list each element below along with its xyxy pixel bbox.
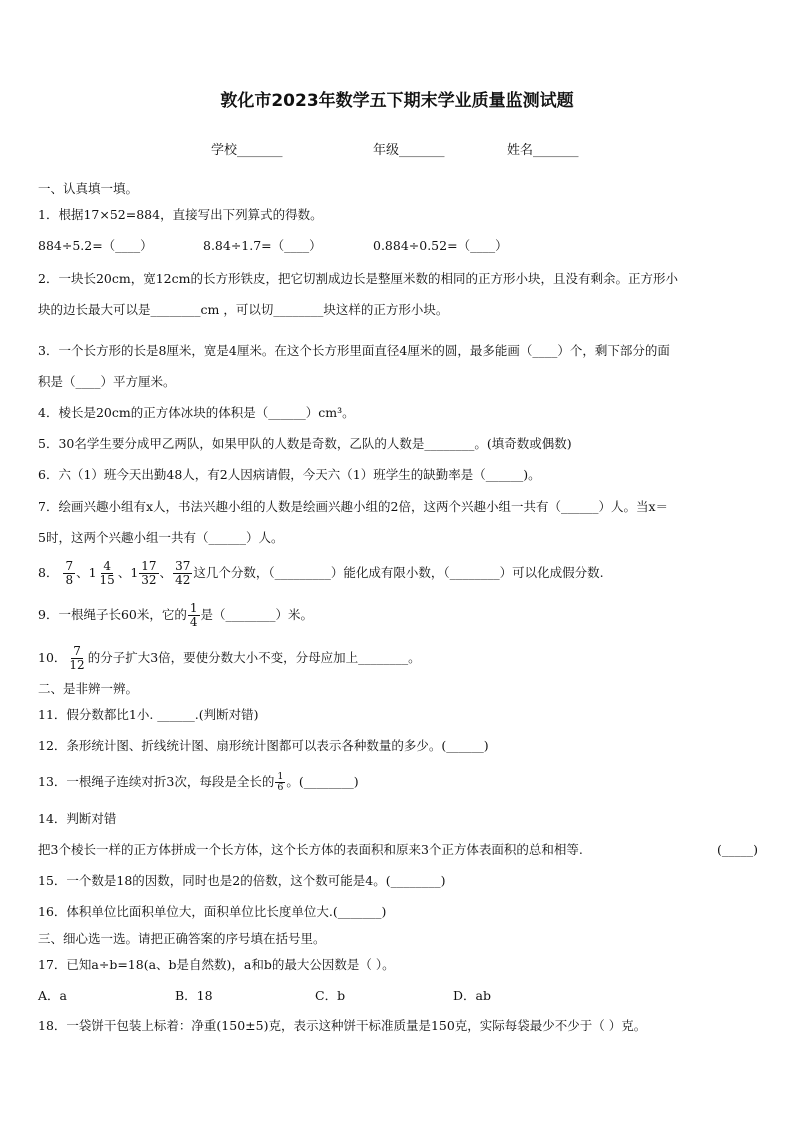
name-field: 姓名_______: [507, 143, 579, 158]
q8-fraction-4: [173, 560, 192, 587]
question-7-line-2: 5时，这两个兴趣小组一共有（______）人。: [38, 530, 284, 545]
question-14-line-1: 14．判断对错: [38, 811, 117, 826]
q8-number: 8．: [38, 565, 59, 580]
question-6: 6．六（1）班今天出勤48人，有2人因病请假，今天六（1）班学生的缺勤率是（______)。: [38, 467, 541, 482]
fraction-numerator: 37: [175, 559, 191, 573]
section-heading-2: 二、是非辨一辨。: [38, 681, 139, 696]
page-title: 敦化市2023年数学五下期末学业质量监测试题: [220, 91, 574, 111]
fraction-denominator: 15: [99, 573, 115, 587]
fraction-denominator: 8: [65, 573, 74, 587]
q10-fraction: [67, 645, 86, 672]
question-8: [38, 556, 758, 590]
q1-item-b: 8.84÷1.7=（____）: [203, 238, 322, 253]
q13-post: 。(________): [286, 774, 359, 789]
question-1: 1．根据17×52=884，直接写出下列算式的得数。: [38, 207, 323, 222]
school-field: 学校_______: [211, 143, 283, 158]
q17-option-a: A．a: [38, 988, 67, 1003]
q9-post: 是（________）米。: [200, 607, 314, 622]
question-10: [38, 641, 758, 675]
question-3-line-2: 积是（____）平方厘米。: [38, 374, 176, 389]
question-13: [38, 766, 758, 798]
q17-option-c: C．b: [315, 988, 346, 1003]
question-15: 15．一个数是18的因数，同时也是2的倍数，这个数可能是4。(________): [38, 873, 446, 888]
q8-separator-3: 、: [159, 565, 173, 580]
q13-fraction: [275, 772, 285, 793]
fraction-numerator: 4: [103, 559, 111, 573]
q1-item-a: 884÷5.2=（____）: [38, 238, 153, 253]
q8-fraction-1: [63, 560, 75, 587]
q8-separator-1: 、1: [76, 565, 97, 580]
section-heading-3: 三、细心选一选。请把正确答案的序号填在括号里。: [38, 931, 326, 946]
q10-post: 的分子扩大3倍，要使分数大小不变，分母应加上________。: [87, 650, 421, 665]
q8-tail: 这几个分数，（_________）能化成有限小数，（________）可以化成假分数.: [193, 565, 604, 580]
q9-fraction: [188, 602, 200, 629]
q10-pre: 10．: [38, 650, 67, 665]
fraction-numerator: 7: [73, 644, 81, 658]
question-11: 11．假分数都比1小. ______.(判断对错): [38, 707, 259, 722]
q13-pre: 13．一根绳子连续对折3次，每段是全长的: [38, 774, 275, 789]
question-17: 17．已知a÷b=18(a、b是自然数)，a和b的最大公因数是（ ）。: [38, 957, 395, 972]
q8-fraction-2: [98, 560, 117, 587]
question-1-answers: [38, 237, 758, 255]
fraction-numerator: 7: [65, 559, 74, 573]
question-3-line-1: 3．一个长方形的长是8厘米，宽是4厘米。在这个长方形里面直径4厘米的圆，最多能画（____）个，剩下部分的面: [38, 343, 670, 358]
question-2-line-1: 2．一块长20cm，宽12cm的长方形铁皮，把它切割成边长是整厘米数的相同的正方形小块，且没有剩余。正方形小: [38, 271, 678, 286]
fraction-denominator: 32: [141, 573, 157, 587]
fraction-denominator: 6: [277, 782, 284, 793]
fraction-denominator: 12: [69, 658, 85, 672]
question-16: 16．体积单位比面积单位大，面积单位比长度单位大.(_______): [38, 904, 387, 919]
q1-item-c: 0.884÷0.52=（____）: [373, 238, 508, 253]
section-heading-1: 一、认真填一填。: [38, 181, 139, 196]
q8-fraction-3: [139, 560, 158, 587]
q8-separator-2: 、1: [117, 565, 139, 580]
q9-pre: 9．一根绳子长60米，它的: [38, 607, 187, 622]
question-4: 4．棱长是20cm的正方体冰块的体积是（______）cm³。: [38, 405, 355, 420]
question-9: [38, 598, 758, 632]
question-2-line-2: 块的边长最大可以是________cm ，可以切________块这样的正方形小块。: [38, 302, 449, 317]
q14-statement: 把3个棱长一样的正方体拼成一个长方体，这个长方体的表面积和原来3个正方体表面积的总和相等.: [38, 842, 583, 857]
fraction-numerator: 17: [141, 559, 157, 573]
fraction-numerator: 1: [277, 771, 284, 782]
fraction-denominator: 4: [189, 615, 198, 629]
question-5: 5．30名学生要分成甲乙两队，如果甲队的人数是奇数，乙队的人数是________。(填奇数或偶数): [38, 436, 572, 451]
q17-option-b: B．18: [175, 988, 213, 1003]
fraction-denominator: 42: [175, 573, 191, 587]
q14-answer-paren: (_____): [716, 842, 758, 857]
fraction-numerator: 1: [189, 601, 198, 615]
grade-field: 年级_______: [373, 143, 445, 158]
question-14-line-2: [38, 841, 758, 859]
question-12: 12．条形统计图、折线统计图、扇形统计图都可以表示各种数量的多少。(______): [38, 738, 489, 753]
question-7-line-1: 7．绘画兴趣小组有x人，书法兴趣小组的人数是绘画兴趣小组的2倍，这两个兴趣小组一共有（______）人。当x＝: [38, 499, 669, 514]
question-18: 18．一袋饼干包装上标着：净重(150±5)克，表示这种饼干标准质量是150克，实际每袋最少不少于（ ）克。: [38, 1018, 647, 1033]
q17-option-d: D．ab: [453, 988, 491, 1003]
question-17-options: [38, 987, 758, 1005]
